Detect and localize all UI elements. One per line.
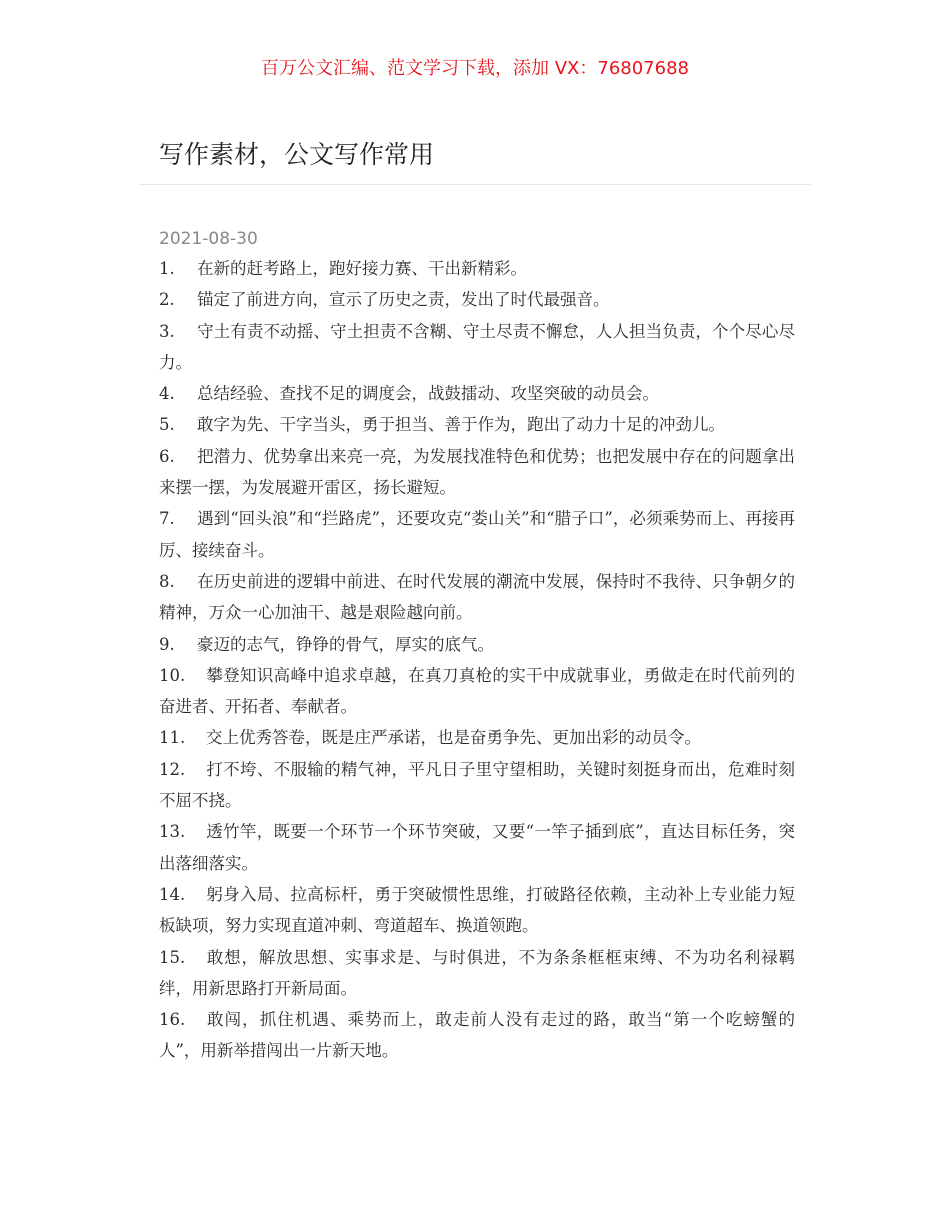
title-divider [139, 184, 811, 185]
item-text: 打不垮、不服输的精气神，平凡日子里守望相助，关键时刻挺身而出，危难时刻不屈不挠。 [159, 759, 795, 811]
item-number: 5. [159, 415, 175, 435]
promo-banner: 百万公文汇编、范文学习下载，添加 VX：76807688 [261, 58, 689, 79]
list-item [159, 629, 795, 660]
item-text: 敢字为先、干字当头，勇于担当、善于作为，跑出了动力十足的冲劲儿。 [197, 415, 725, 435]
list-item [159, 316, 795, 379]
list-item [159, 1004, 795, 1067]
list-item [159, 378, 795, 409]
list-item [159, 660, 795, 723]
item-text: 交上优秀答卷，既是庄严承诺，也是奋勇争先、更加出彩的动员令。 [206, 728, 701, 748]
item-number: 16. [159, 1010, 186, 1030]
item-text: 遇到“回头浪”和“拦路虎”，还要攻克“娄山关”和“腊子口”，必须乘势而上、再接再厉、接续奋斗。 [159, 509, 795, 560]
list-item [159, 284, 795, 315]
item-text: 敢想，解放思想、实事求是、与时俱进，不为条条框框束缚、不为功名利禄羁绊，用新思路打开新局面。 [159, 947, 795, 998]
item-number: 2. [159, 290, 175, 310]
list-item [159, 722, 795, 753]
item-text: 守土有责不动摇、守土担责不含糊、守土尽责不懈怠，人人担当负责，个个尽心尽力。 [159, 321, 795, 372]
list-item [159, 942, 795, 1005]
item-text: 把潜力、优势拿出来亮一亮，为发展找准特色和优势；也把发展中存在的问题拿出来摆一摆，为发展避开雷区，扬长避短。 [159, 446, 795, 498]
list-item [159, 566, 795, 629]
item-number: 10. [159, 665, 186, 685]
publish-date: 2021-08-30 [159, 229, 258, 249]
item-number: 15. [159, 947, 186, 967]
item-number: 8. [159, 571, 175, 591]
item-number: 4. [159, 384, 175, 404]
item-text: 豪迈的志气，铮铮的骨气，厚实的底气。 [197, 634, 494, 654]
item-number: 12. [159, 759, 186, 779]
item-text: 锚定了前进方向，宣示了历史之责，发出了时代最强音。 [197, 290, 610, 310]
item-number: 11. [159, 728, 186, 748]
list-item [159, 879, 795, 942]
item-text: 敢闯，抓住机遇、乘势而上，敢走前人没有走过的路，敢当“第一个吃螃蟹的人”，用新举措闯出一片新天地。 [159, 1010, 795, 1061]
item-number: 3. [159, 321, 175, 341]
list-item [159, 441, 795, 504]
list-item [159, 816, 795, 879]
item-text: 在新的赶考路上，跑好接力赛、干出新精彩。 [197, 259, 527, 278]
list-item [159, 409, 795, 440]
item-text: 在历史前进的逻辑中前进、在时代发展的潮流中发展，保持时不我待、只争朝夕的精神，万众一心加油干、越是艰险越向前。 [159, 571, 795, 623]
item-number: 9. [159, 634, 175, 654]
item-number: 6. [159, 446, 175, 466]
item-text: 攀登知识高峰中追求卓越，在真刀真枪的实干中成就事业，勇做走在时代前列的奋进者、开拓者、奉献者。 [159, 665, 795, 717]
item-text: 总结经验、查找不足的调度会，战鼓擂动、攻坚突破的动员会。 [197, 384, 659, 404]
article-title: 写作素材，公文写作常用 [159, 140, 435, 169]
list-item [159, 754, 795, 817]
item-text: 透竹竿，既要一个环节一个环节突破，又要“一竿子插到底”，直达目标任务，突出落细落实。 [159, 822, 795, 873]
item-number: 14. [159, 884, 186, 904]
article-body [159, 253, 795, 1067]
list-item [159, 253, 795, 284]
item-number: 13. [159, 822, 186, 842]
item-number: 7. [159, 509, 175, 529]
item-number: 1. [159, 259, 175, 278]
item-text: 躬身入局、拉高标杆，勇于突破惯性思维，打破路径依赖，主动补上专业能力短板缺项，努力实现直道冲刺、弯道超车、换道领跑。 [159, 884, 795, 936]
list-item [159, 503, 795, 566]
